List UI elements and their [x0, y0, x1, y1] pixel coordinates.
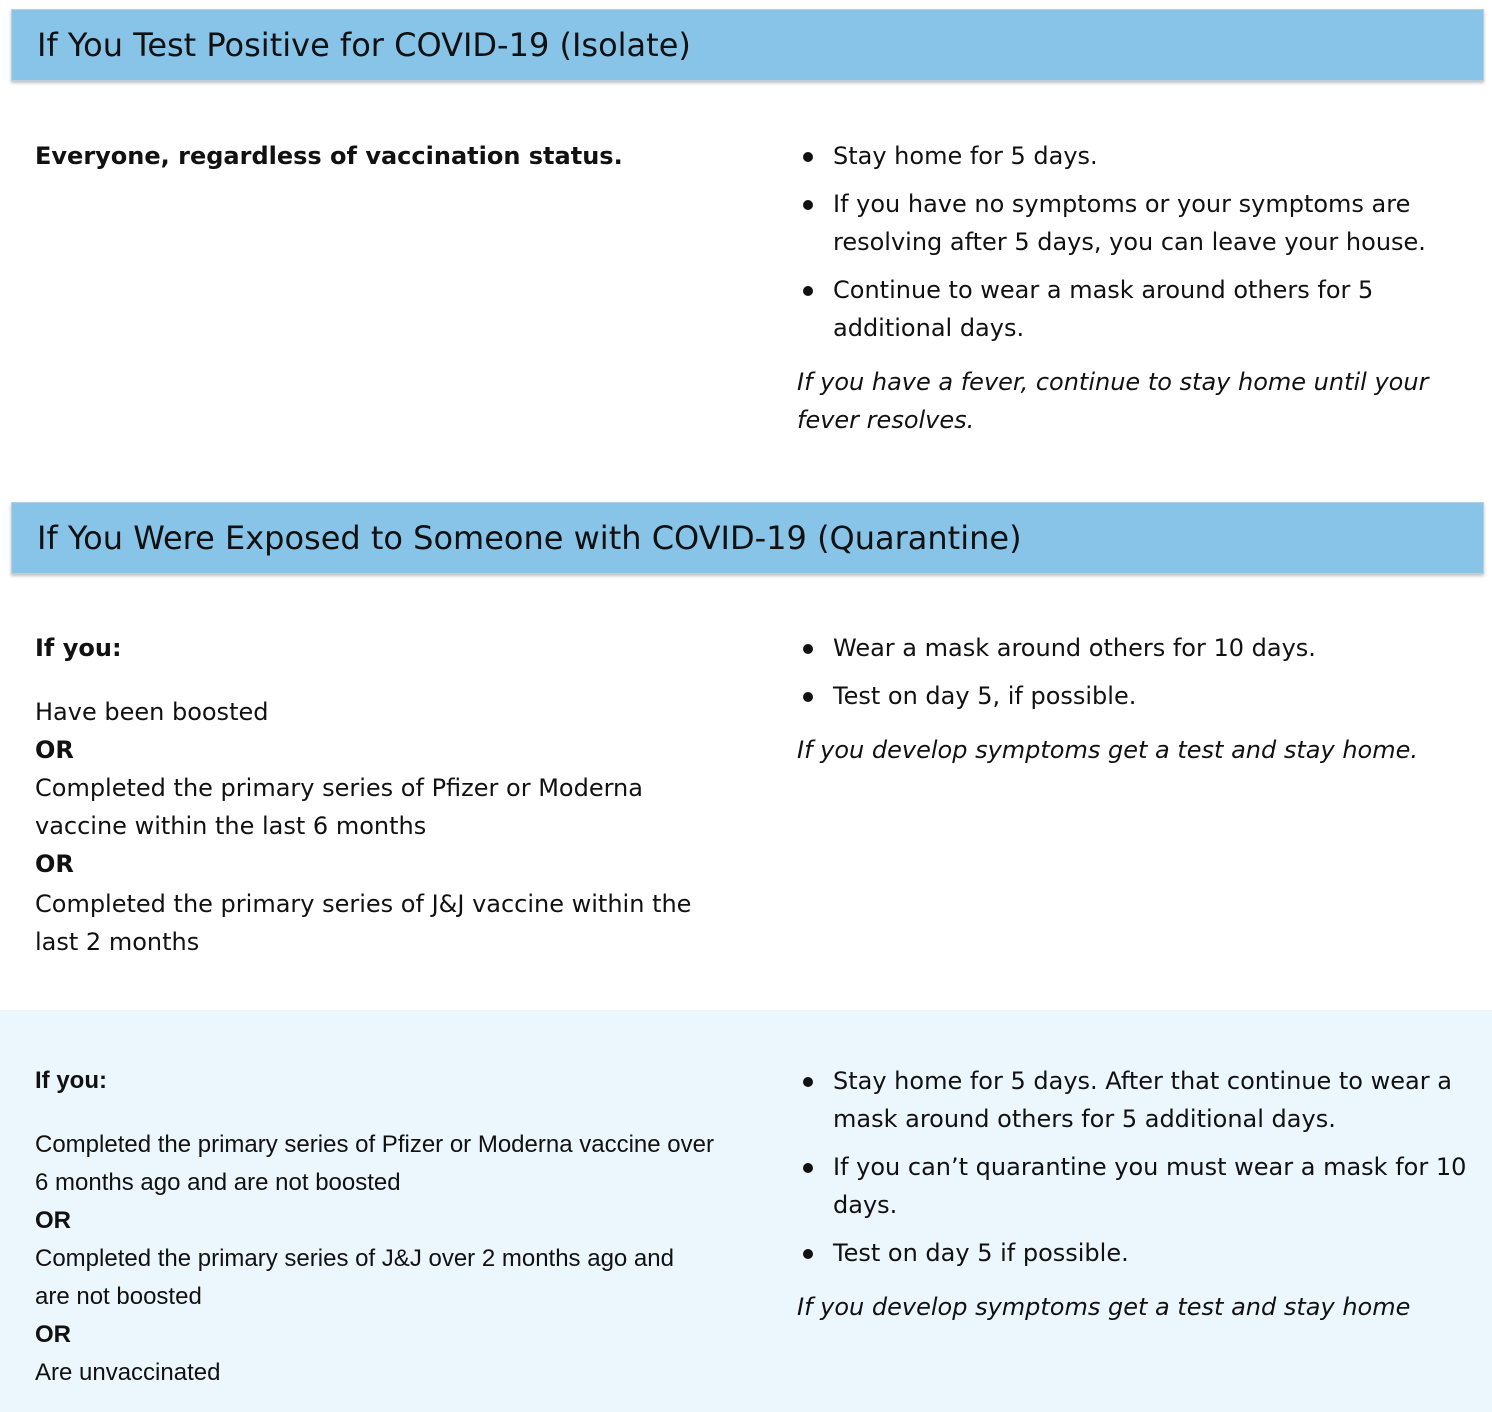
- unvaccinated-guidance: [797, 1062, 1467, 1326]
- quarantine-section-title: If You Were Exposed to Someone with COVID-19 (Quarantine): [37, 519, 1022, 557]
- isolate-section-title: If You Test Positive for COVID-19 (Isolate): [37, 26, 691, 64]
- isolate-fever-note: If you have a fever, continue to stay home until your fever resolves.: [797, 368, 1429, 434]
- or-separator: OR: [35, 850, 74, 878]
- list-item: Wear a mask around others for 10 days.: [797, 629, 1467, 667]
- criteria-item: Have been boosted: [35, 698, 269, 726]
- vaccinated-guidance: [797, 629, 1467, 769]
- quarantine-section-header: [11, 502, 1484, 574]
- isolate-bullet-list: [797, 137, 1467, 347]
- list-item: Stay home for 5 days. After that continue to wear a mask around others for 5 additional days.: [797, 1062, 1467, 1138]
- list-item: Test on day 5, if possible.: [797, 677, 1467, 715]
- criteria-item: Completed the primary series of J&J over 2 months ago and are not boosted: [35, 1245, 674, 1310]
- criteria-item: Are unvaccinated: [35, 1359, 221, 1386]
- isolate-audience-label: Everyone, regardless of vaccination status.: [35, 142, 623, 170]
- bullet-icon: [803, 152, 813, 162]
- bullet-icon: [803, 692, 813, 702]
- list-item: Test on day 5 if possible.: [797, 1234, 1467, 1272]
- isolate-guidance: [797, 137, 1467, 439]
- vaccinated-symptoms-note: If you develop symptoms get a test and stay home.: [797, 736, 1418, 764]
- criteria-item: Completed the primary series of Pfizer or Moderna vaccine within the last 6 months: [35, 774, 643, 840]
- quarantine-row-unvaccinated: [0, 1010, 1492, 1412]
- list-item: If you can’t quarantine you must wear a mask for 10 days.: [797, 1148, 1467, 1224]
- vaccinated-bullet-list: [797, 629, 1467, 715]
- unvaccinated-symptoms-note: If you develop symptoms get a test and stay home: [797, 1293, 1411, 1321]
- bullet-icon: [803, 286, 813, 296]
- or-separator: OR: [35, 1321, 71, 1348]
- bullet-icon: [803, 1249, 813, 1259]
- bullet-icon: [803, 1077, 813, 1087]
- isolate-audience: [35, 137, 715, 175]
- bullet-icon: [803, 1163, 813, 1173]
- list-item: Continue to wear a mask around others for 5 additional days.: [797, 271, 1467, 347]
- unvaccinated-bullet-list: [797, 1062, 1467, 1272]
- bullet-icon: [803, 644, 813, 654]
- criteria-heading: If you:: [35, 634, 122, 662]
- criteria-item: Completed the primary series of Pfizer or Moderna vaccine over 6 months ago and are not boosted: [35, 1131, 714, 1196]
- list-item: Stay home for 5 days.: [797, 137, 1467, 175]
- criteria-item: Completed the primary series of J&J vaccine within the last 2 months: [35, 890, 692, 956]
- vaccinated-criteria: [35, 629, 715, 961]
- isolate-section-header: [11, 9, 1484, 81]
- bullet-icon: [803, 200, 813, 210]
- quarantine-row-vaccinated: [0, 627, 1492, 1010]
- unvaccinated-criteria: [35, 1062, 715, 1392]
- list-item: If you have no symptoms or your symptoms are resolving after 5 days, you can leave your house.: [797, 185, 1467, 261]
- or-separator: OR: [35, 736, 74, 764]
- isolate-row: [0, 135, 1492, 465]
- or-separator: OR: [35, 1207, 71, 1234]
- criteria-heading: If you:: [35, 1067, 107, 1094]
